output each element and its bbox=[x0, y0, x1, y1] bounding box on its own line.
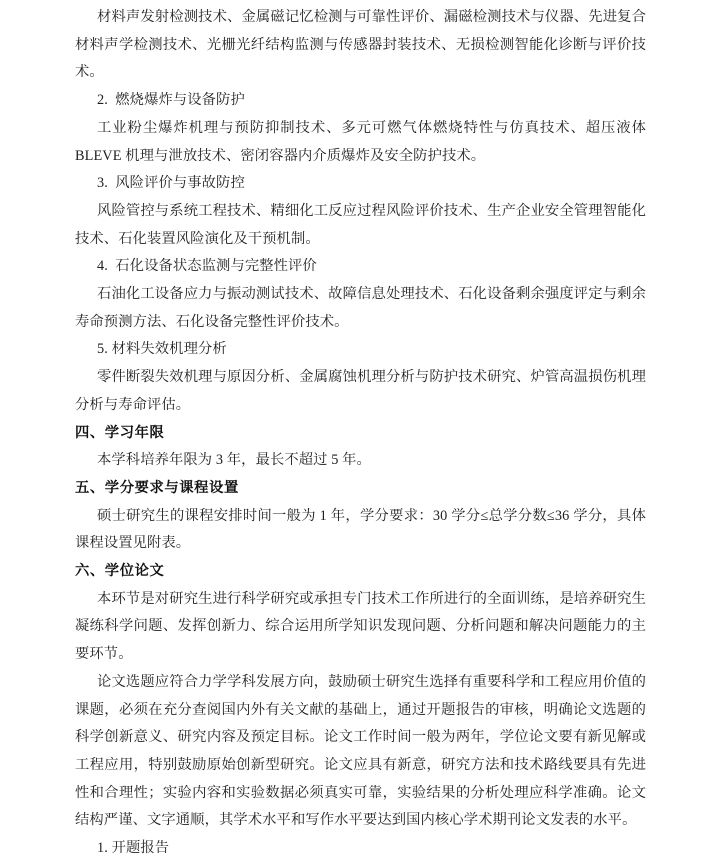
paragraph: 硕士研究生的课程安排时间一般为 1 年，学分要求：30 学分≤总学分数≤36 学分，具体课程设置见附表。 bbox=[75, 507, 646, 552]
paragraph: 本环节是对研究生进行科学研究或承担专门技术工作所进行的全面训练，是培养研究生凝练科学问题、发挥创新力、综合运用所学知识发现问题、分析问题和解决问题能力的主要环节。 bbox=[75, 590, 646, 663]
paragraph: 本学科培养年限为 3 年，最长不超过 5 年。 bbox=[97, 452, 371, 469]
section-heading: 四、学习年限 bbox=[75, 424, 165, 441]
paragraph: 石油化工设备应力与振动测试技术、故障信息处理技术、石化设备剩余强度评定与剩余寿命预测方法、石化设备完整性评价技术。 bbox=[75, 286, 646, 330]
numbered-item: 4. 石化设备状态监测与完整性评价 bbox=[97, 258, 317, 275]
paragraph: 零件断裂失效机理与原因分析、金属腐蚀机理分析与防护技术研究、炉管高温损伤机理分析与寿命评估。 bbox=[75, 369, 646, 413]
paragraph: 论文选题应符合力学学科发展方向，鼓励硕士研究生选择有重要科学和工程应用价值的课题，必须在充分查阅国内外有关文献的基础上，通过开题报告的审核，明确论文选题的科学创新意义、研究内容及预定目标。论文工作时间一般为两年，学位论文要有新见解或工程应用，特别鼓励原始创新型研究。论文应具有新意，研究方法和技术路线要具有先进性和合理性；实验内容和实验数据必须真实可靠，实验结果的分析处理应科学准确。论文结构严谨、文字通顺，其学术水平和写作水平要达到国内核心学术期刊论文发表的水平。 bbox=[75, 673, 646, 829]
paragraph: 工业粉尘爆炸机理与预防抑制技术、多元可燃气体燃烧特性与仿真技术、超压液体BLEVE 机理与泄放技术、密闭容器内介质爆炸及安全防护技术。 bbox=[75, 119, 646, 164]
paragraph: 材料声发射检测技术、金属磁记忆检测与可靠性评价、漏磁检测技术与仪器、先进复合材料声学检测技术、光栅光纤结构监测与传感器封装技术、无损检测智能化诊断与评价技术。 bbox=[75, 9, 646, 81]
numbered-item: 5. 材料失效机理分析 bbox=[97, 341, 227, 358]
numbered-item: 1. 开题报告 bbox=[97, 840, 170, 857]
section-heading: 六、学位论文 bbox=[75, 563, 165, 580]
paragraph: 风险管控与系统工程技术、精细化工反应过程风险评价技术、生产企业安全管理智能化技术、石化装置风险演化及干预机制。 bbox=[75, 202, 646, 247]
numbered-item: 3. 风险评价与事故防控 bbox=[97, 175, 245, 192]
numbered-item: 2. 燃烧爆炸与设备防护 bbox=[97, 92, 245, 109]
section-heading: 五、学分要求与课程设置 bbox=[75, 479, 239, 496]
